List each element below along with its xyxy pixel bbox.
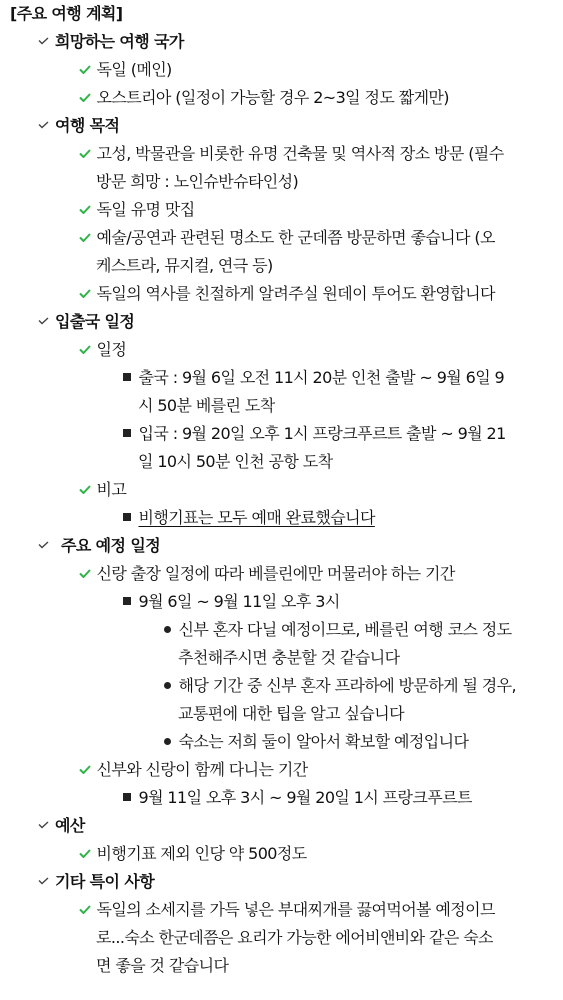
- section-heading-schedule: 입출국 일정: [36, 308, 555, 336]
- green-check-icon: [78, 224, 92, 252]
- list-item-continuation: 방문 희망 : 노인슈반슈타인성): [96, 172, 299, 191]
- list-item: 입국 : 9월 20일 오후 1시 프랑크푸르트 출발 ~ 9월 21: [120, 420, 555, 448]
- document-title: [주요 여행 계획]: [10, 4, 123, 23]
- list-item: 9월 11일 오후 3시 ~ 9월 20일 1시 프랑크푸르트: [120, 784, 555, 812]
- chevron-check-icon: [36, 812, 50, 840]
- green-check-icon: [78, 280, 92, 308]
- green-check-icon: [78, 196, 92, 224]
- list-item: 비고: [78, 476, 555, 504]
- chevron-check-icon: [36, 868, 50, 896]
- section-heading-budget: 예산: [36, 812, 555, 840]
- list-item: 독일의 역사를 친절하게 알려주실 원데이 투어도 환영합니다: [78, 280, 555, 308]
- square-bullet-icon: [120, 364, 134, 392]
- list-item: 신부와 신랑이 함께 다니는 기간: [78, 756, 555, 784]
- list-item-continuation: 시 50분 베를린 도착: [138, 396, 275, 415]
- list-item-continuation: 면 좋을 것 같습니다: [96, 956, 229, 975]
- list-item: 독일 (메인): [78, 56, 555, 84]
- list-item: 예술/공연과 관련된 명소도 한 군데쯤 방문하면 좋습니다 (오: [78, 224, 555, 252]
- round-bullet-icon: [160, 672, 174, 700]
- square-bullet-icon: [120, 504, 134, 532]
- square-bullet-icon: [120, 420, 134, 448]
- list-item: 독일 유명 맛집: [78, 196, 555, 224]
- list-item-continuation: 교통편에 대한 팁을 알고 싶습니다: [178, 704, 404, 723]
- list-item: 독일의 소세지를 가득 넣은 부대찌개를 끓여먹어볼 예정이므: [78, 896, 555, 924]
- list-item: 출국 : 9월 6일 오전 11시 20분 인천 출발 ~ 9월 6일 9: [120, 364, 555, 392]
- list-item: 비행기표 제외 인당 약 500정도: [78, 840, 555, 868]
- green-check-icon: [78, 896, 92, 924]
- chevron-check-icon: [36, 532, 50, 560]
- section-heading-main-plan: 주요 예정 일정: [36, 532, 555, 560]
- list-item-continuation: 일 10시 50분 인천 공항 도착: [138, 452, 333, 471]
- chevron-check-icon: [36, 308, 50, 336]
- list-item: 일정: [78, 336, 555, 364]
- chevron-check-icon: [36, 28, 50, 56]
- chevron-check-icon: [36, 112, 50, 140]
- list-item: 비행기표는 모두 예매 완료했습니다: [120, 504, 555, 532]
- round-bullet-icon: [160, 616, 174, 644]
- section-heading-countries: 희망하는 여행 국가: [36, 28, 555, 56]
- round-bullet-icon: [160, 728, 174, 756]
- green-check-icon: [78, 560, 92, 588]
- green-check-icon: [78, 56, 92, 84]
- green-check-icon: [78, 140, 92, 168]
- green-check-icon: [78, 336, 92, 364]
- square-bullet-icon: [120, 784, 134, 812]
- list-item: 해당 기간 중 신부 혼자 프라하에 방문하게 될 경우,: [160, 672, 555, 700]
- list-item: 고성, 박물관을 비롯한 유명 건축물 및 역사적 장소 방문 (필수: [78, 140, 555, 168]
- green-check-icon: [78, 756, 92, 784]
- list-item-continuation: 케스트라, 뮤지컬, 연극 등): [96, 256, 273, 275]
- green-check-icon: [78, 84, 92, 112]
- list-item: 신랑 출장 일정에 따라 베를린에만 머물러야 하는 기간: [78, 560, 555, 588]
- green-check-icon: [78, 840, 92, 868]
- section-heading-other-notes: 기타 특이 사항: [36, 868, 555, 896]
- square-bullet-icon: [120, 588, 134, 616]
- list-item: 신부 혼자 다닐 예정이므로, 베를린 여행 코스 정도: [160, 616, 555, 644]
- section-heading-purpose: 여행 목적: [36, 112, 555, 140]
- list-item-continuation: 추천해주시면 충분할 것 같습니다: [178, 648, 400, 667]
- list-item: 숙소는 저희 둘이 알아서 확보할 예정입니다: [160, 728, 555, 756]
- list-item: 오스트리아 (일정이 가능할 경우 2~3일 정도 짧게만): [78, 84, 555, 112]
- green-check-icon: [78, 476, 92, 504]
- list-item-continuation: 로...숙소 한군데쯤은 요리가 가능한 에어비앤비와 같은 숙소: [96, 928, 493, 947]
- list-item: 9월 6일 ~ 9월 11일 오후 3시: [120, 588, 555, 616]
